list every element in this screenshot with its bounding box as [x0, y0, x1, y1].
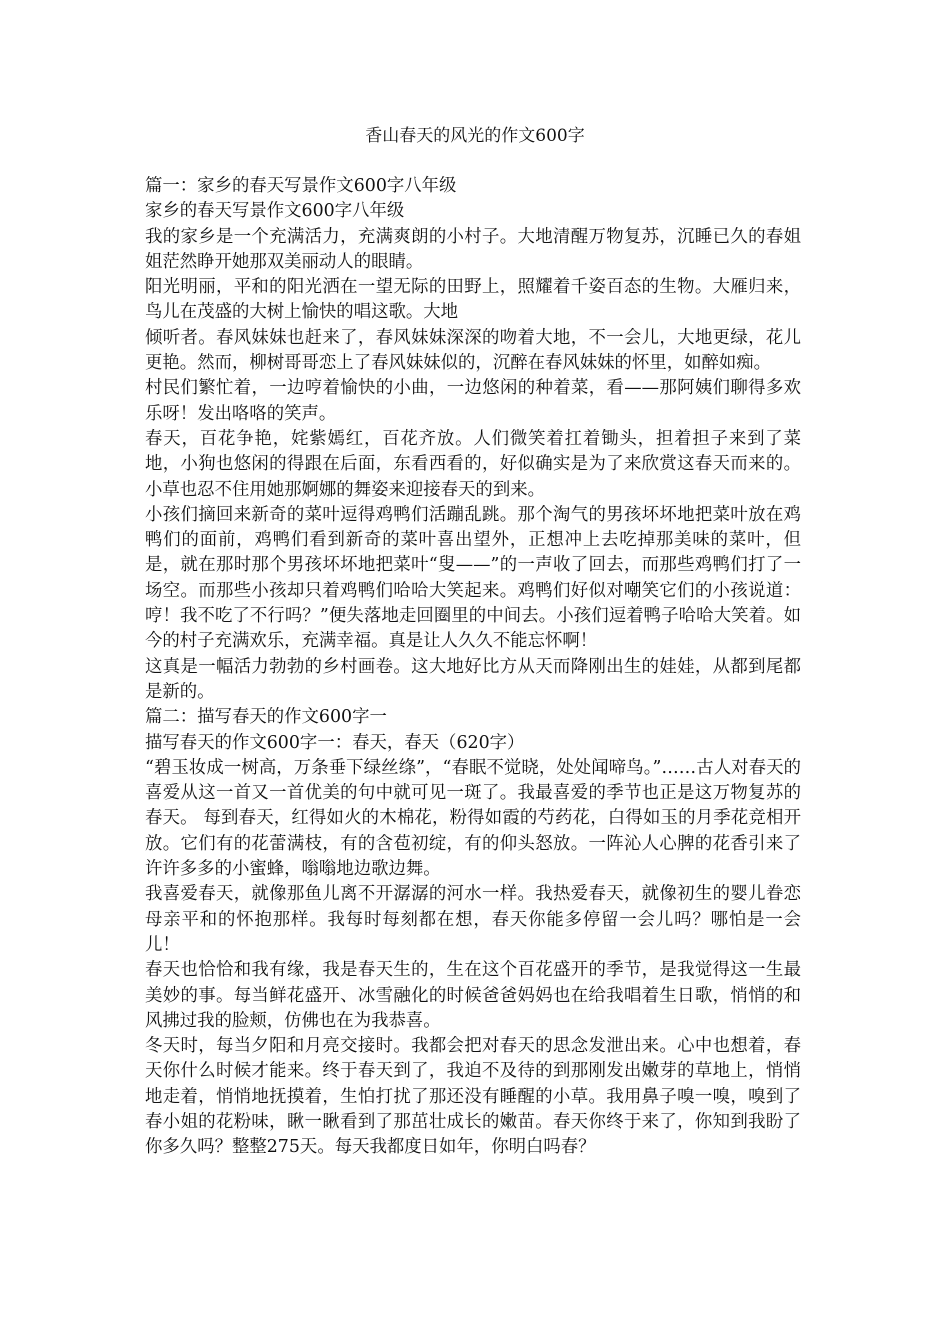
paragraph: 阳光明丽，平和的阳光洒在一望无际的田野上，照耀着千姿百态的生物。大雁归来，鸟儿在茂盛的大树上愉快的唱这歌。大地	[145, 277, 801, 323]
document-body	[145, 174, 801, 1161]
paragraph: 倾听者。春风妹妹也赶来了，春风妹妹深深的吻着大地，不一会儿，大地更绿，花儿更艳。然而，柳树哥哥恋上了春风妹妹似的，沉醉在春风妹妹的怀里，如醉如痴。	[145, 327, 801, 374]
article-subtitle-2: 描写春天的作文600字一：春天，春天（620字）	[145, 732, 525, 753]
paragraph: “碧玉妆成一树高，万条垂下绿丝绦”，“春眠不觉晓，处处闻啼鸟。”……古人对春天的喜爱从这一首又一首优美的句中就可见一斑了。我最喜爱的季节也正是这万物复苏的春天。 每到春天，红得如火的木棉花，粉得如霞的芍药花，白得如玉的月季花竞相开放。它们有的花蕾满枝，有的含苞初绽，有的仰头怒放。一阵沁人心脾的花香引来了许许多多的小蜜蜂，嗡嗡地边歌边舞。	[145, 757, 801, 880]
paragraph: 春天也恰恰和我有缘，我是春天生的，生在这个百花盛开的季节，是我觉得这一生最美妙的事。每当鲜花盛开、冰雪融化的时候爸爸妈妈也在给我唱着生日歌，悄悄的和风拂过我的脸颊，仿佛也在为我恭喜。	[145, 960, 801, 1031]
article-subtitle-1: 家乡的春天写景作文600字八年级	[145, 201, 405, 222]
paragraph: 春天，百花争艳，姹紫嫣红，百花齐放。人们微笑着扛着锄头，担着担子来到了菜地，小狗也悠闲的得跟在后面，东看西看的，好似确实是为了来欣赏这春天而来的。小草也忍不住用她那婀娜的舞姿来迎接春天的到来。	[145, 428, 801, 500]
document-title: 香山春天的风光的作文600字	[365, 126, 585, 146]
paragraph: 我的家乡是一个充满活力，充满爽朗的小村子。大地清醒万物复苏，沉睡已久的春姐姐茫然睁开她那双美丽动人的眼睛。	[145, 226, 801, 272]
section-heading-1: 篇一：家乡的春天写景作文600字八年级	[145, 176, 457, 196]
paragraph: 村民们繁忙着，一边哼着愉快的小曲，一边悠闲的种着菜，看——那阿姨们聊得多欢乐呀！发出咯咯的笑声。	[145, 378, 801, 424]
paragraph: 这真是一幅活力勃勃的乡村画卷。这大地好比方从天而降刚出生的娃娃，从都到尾都是新的。	[145, 656, 801, 702]
paragraph: 冬天时，每当夕阳和月亮交接时。我都会把对春天的思念发泄出来。心中也想着，春天你什么时候才能来。终于春天到了，我迫不及待的到那刚发出嫩芽的草地上，悄悄地走着，悄悄地抚摸着，生怕打扰了那还没有睡醒的小草。我用鼻子嗅一嗅，嗅到了春小姐的花粉味，瞅一瞅看到了那茁壮成长的嫩苗。春天你终于来了，你知到我盼了你多久吗？整整275天。每天我都度日如年，你明白吗春？	[145, 1036, 801, 1158]
paragraph: 小孩们摘回来新奇的菜叶逗得鸡鸭们活蹦乱跳。那个淘气的男孩坏坏地把菜叶放在鸡鸭们的面前，鸡鸭们看到新奇的菜叶喜出望外，正想冲上去吃掉那美味的菜叶，但是，就在那时那个男孩坏坏地把菜叶“叟——”的一声收了回去，而那些鸡鸭们打了一场空。而那些小孩却只着鸡鸭们哈哈大笑起来。鸡鸭们好似对嘲笑它们的小孩说道：哼！我不吃了不行吗？”便失落地走回圈里的中间去。小孩们逗着鸭子哈哈大笑着。如今的村子充满欢乐，充满幸福。真是让人久久不能忘怀啊！	[145, 504, 801, 652]
paragraph: 我喜爱春天，就像那鱼儿离不开潺潺的河水一样。我热爱春天，就像初生的婴儿眷恋母亲平和的怀抱那样。我每时每刻都在想，春天你能多停留一会儿吗？哪怕是一会儿！	[145, 884, 801, 955]
section-heading-2: 篇二：描写春天的作文600字一	[145, 707, 387, 728]
